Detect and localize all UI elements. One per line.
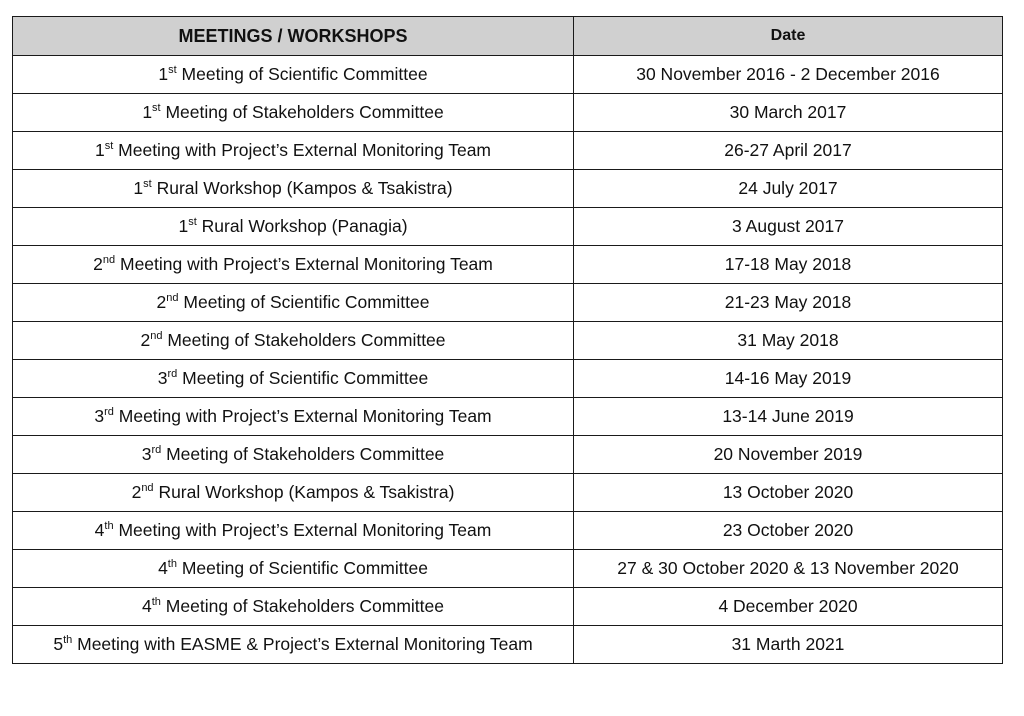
meeting-date-cell: 3 August 2017 <box>574 208 1003 246</box>
ordinal-suffix: st <box>104 140 114 153</box>
ordinal-number: 3 <box>157 368 168 388</box>
ordinal-suffix: st <box>188 216 197 229</box>
meeting-name-cell <box>13 322 574 360</box>
meeting-name: Meeting of Scientific Committee <box>182 368 429 388</box>
ordinal-number: 2 <box>156 292 167 312</box>
meeting-name: Meeting with Project’s External Monitoring Team <box>118 520 492 540</box>
meeting-date-cell: 13-14 June 2019 <box>574 398 1003 436</box>
table-row <box>13 360 1003 398</box>
ordinal-number: 1 <box>94 140 105 160</box>
meeting-date-cell: 30 March 2017 <box>574 94 1003 132</box>
ordinal-suffix: st <box>152 102 161 115</box>
meeting-name-cell <box>13 474 574 512</box>
table-row <box>13 398 1003 436</box>
ordinal-suffix: th <box>151 596 161 609</box>
ordinal-number: 4 <box>158 558 168 578</box>
meetings-table-container <box>12 16 1002 664</box>
ordinal-suffix: nd <box>141 482 154 495</box>
meeting-name-cell <box>13 94 574 132</box>
meeting-name-cell <box>13 284 574 322</box>
meeting-date-cell: 4 December 2020 <box>574 588 1003 626</box>
ordinal-suffix: rd <box>151 444 162 457</box>
ordinal-suffix: rd <box>167 368 178 381</box>
table-row <box>13 436 1003 474</box>
meeting-name: Meeting of Scientific Committee <box>181 64 428 84</box>
ordinal-number: 3 <box>94 406 105 426</box>
ordinal-suffix: nd <box>102 254 116 267</box>
ordinal-number: 4 <box>142 596 152 616</box>
meeting-date-cell: 26-27 April 2017 <box>574 132 1003 170</box>
table-row <box>13 626 1003 664</box>
ordinal-suffix: st <box>143 178 152 191</box>
ordinal-suffix: st <box>168 64 177 77</box>
header-meetings-workshops: MEETINGS / WORKSHOPS <box>13 17 574 56</box>
ordinal-number: 1 <box>178 216 189 236</box>
meeting-date-cell: 31 Marth 2021 <box>574 626 1003 664</box>
meeting-name: Meeting of Scientific Committee <box>181 558 428 578</box>
table-row <box>13 550 1003 588</box>
meeting-date-cell: 21-23 May 2018 <box>574 284 1003 322</box>
meeting-date-cell: 24 July 2017 <box>574 170 1003 208</box>
ordinal-suffix: th <box>63 634 73 647</box>
meeting-name-cell <box>13 588 574 626</box>
table-header <box>13 17 1003 56</box>
meeting-name: Rural Workshop (Kampos & Tsakistra) <box>158 482 455 502</box>
meeting-date-cell: 27 & 30 October 2020 & 13 November 2020 <box>574 550 1003 588</box>
meeting-date-cell: 30 November 2016 - 2 December 2016 <box>574 56 1003 94</box>
ordinal-suffix: rd <box>104 406 114 419</box>
ordinal-number: 1 <box>142 102 153 122</box>
table-row <box>13 474 1003 512</box>
table-row <box>13 512 1003 550</box>
meeting-name-cell <box>13 398 574 436</box>
meeting-date-cell: 20 November 2019 <box>574 436 1003 474</box>
table-row <box>13 246 1003 284</box>
meeting-name-cell <box>13 246 574 284</box>
meeting-name: Meeting of Scientific Committee <box>183 292 430 312</box>
header-row <box>13 17 1003 56</box>
meeting-name-cell <box>13 626 574 664</box>
ordinal-number: 1 <box>133 178 144 198</box>
meeting-name: Meeting of Stakeholders Committee <box>166 444 445 464</box>
meeting-date-cell: 31 May 2018 <box>574 322 1003 360</box>
table-row <box>13 588 1003 626</box>
ordinal-number: 4 <box>94 520 105 540</box>
meeting-name: Meeting with Project’s External Monitoring Team <box>120 254 493 274</box>
meeting-name: Meeting with Project’s External Monitoring Team <box>118 406 492 426</box>
table-row <box>13 94 1003 132</box>
table-row <box>13 170 1003 208</box>
ordinal-number: 5 <box>53 634 64 654</box>
meeting-name-cell <box>13 436 574 474</box>
meeting-name-cell <box>13 170 574 208</box>
ordinal-number: 2 <box>131 482 142 502</box>
table-row <box>13 56 1003 94</box>
meeting-name: Rural Workshop (Kampos & Tsakistra) <box>156 178 453 198</box>
ordinal-number: 2 <box>140 330 151 350</box>
ordinal-suffix: th <box>167 558 177 571</box>
ordinal-suffix: nd <box>150 330 163 343</box>
ordinal-number: 2 <box>93 254 103 274</box>
table-row <box>13 284 1003 322</box>
meeting-name-cell <box>13 132 574 170</box>
meeting-name-cell <box>13 208 574 246</box>
table-body <box>13 56 1003 664</box>
meeting-name-cell <box>13 56 574 94</box>
ordinal-suffix: th <box>104 520 114 533</box>
meeting-name: Meeting of Stakeholders Committee <box>167 330 446 350</box>
ordinal-suffix: nd <box>166 292 179 305</box>
header-date: Date <box>574 17 1003 56</box>
ordinal-number: 1 <box>158 64 169 84</box>
meeting-name-cell <box>13 550 574 588</box>
meeting-name-cell <box>13 360 574 398</box>
meeting-date-cell: 23 October 2020 <box>574 512 1003 550</box>
table-row <box>13 322 1003 360</box>
meeting-name-cell <box>13 512 574 550</box>
meeting-name: Rural Workshop (Panagia) <box>201 216 408 236</box>
meetings-table <box>12 16 1003 664</box>
meeting-name: Meeting with Project’s External Monitoring Team <box>118 140 492 160</box>
table-row <box>13 132 1003 170</box>
meeting-date-cell: 17-18 May 2018 <box>574 246 1003 284</box>
ordinal-number: 3 <box>141 444 152 464</box>
meeting-name: Meeting of Stakeholders Committee <box>165 102 444 122</box>
table-row <box>13 208 1003 246</box>
meeting-date-cell: 13 October 2020 <box>574 474 1003 512</box>
meeting-name: Meeting with EASME & Project’s External Monitoring Team <box>77 634 533 654</box>
meeting-date-cell: 14-16 May 2019 <box>574 360 1003 398</box>
meeting-name: Meeting of Stakeholders Committee <box>165 596 444 616</box>
